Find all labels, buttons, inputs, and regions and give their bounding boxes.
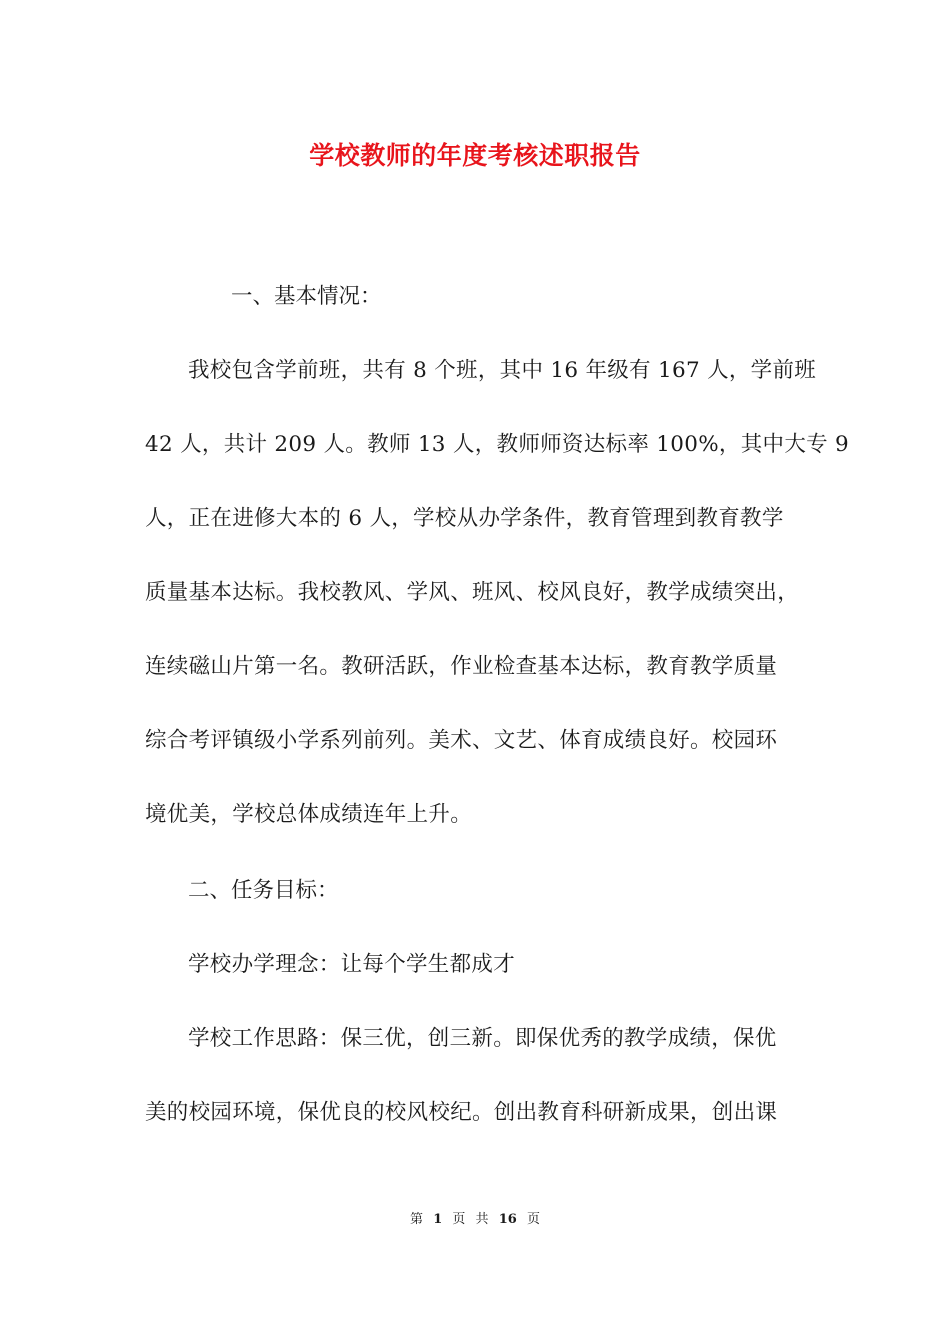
footer-total-word: 共 xyxy=(475,1212,489,1227)
paragraph-line: 质量基本达标。我校教风、学风、班风、校风良好，教学成绩突出， xyxy=(145,580,800,605)
paragraph-school-philosophy xyxy=(145,928,810,1002)
footer-total-pages: 16 xyxy=(498,1212,517,1227)
paragraph-line: 人，正在进修大本的 6 人，学校从办学条件，教育管理到教育教学 xyxy=(145,506,784,531)
paragraph-line: 综合考评镇级小学系列前列。美术、文艺、体育成绩良好。校园环 xyxy=(145,728,778,753)
page-footer xyxy=(0,1208,950,1227)
paragraph-basic-info xyxy=(145,334,850,852)
footer-prefix: 第 xyxy=(410,1212,424,1227)
paragraph-line: 学校工作思路：保三优，创三新。即保优秀的教学成绩，保优 xyxy=(188,1026,777,1051)
paragraph-line: 美的校园环境，保优良的校风校纪。创出教育科研新成果，创出课 xyxy=(145,1100,778,1125)
paragraph-line: 连续磁山片第一名。教研活跃，作业检查基本达标，教育教学质量 xyxy=(145,654,778,679)
footer-page-word: 页 xyxy=(452,1212,466,1227)
paragraph-line: 学校办学理念：让每个学生都成才 xyxy=(188,952,516,977)
paragraph-line: 境优美，学校总体成绩连年上升。 xyxy=(145,802,473,827)
footer-suffix: 页 xyxy=(526,1212,540,1227)
paragraph-line: 42 人，共计 209 人。教师 13 人，教师师资达标率 100%，其中大专 9 xyxy=(145,432,850,457)
section-heading-goals: 二、任务目标： xyxy=(188,878,339,903)
document-title: 学校教师的年度考核述职报告 xyxy=(309,141,641,170)
section-heading-basic-info: 一、基本情况： xyxy=(231,284,382,309)
footer-current-page: 1 xyxy=(433,1212,443,1227)
paragraph-work-approach xyxy=(145,1002,810,1150)
paragraph-line: 我校包含学前班，共有 8 个班，其中 16 年级有 167 人，学前班 xyxy=(188,358,817,383)
